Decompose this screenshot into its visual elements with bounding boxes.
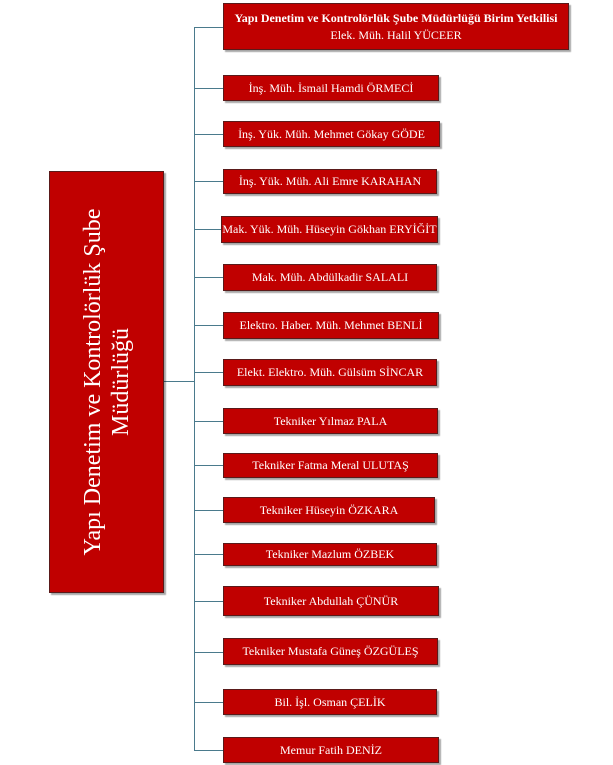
staff-box-4 bbox=[221, 216, 438, 243]
connector-staff-7 bbox=[194, 372, 223, 373]
main-unit-label: Yapı Denetim ve Kontrolörlük Şube Müdürlüğü bbox=[79, 208, 134, 556]
staff-name: Elekt. Elektro. Müh. Gülsüm SİNCAR bbox=[236, 365, 424, 379]
connector-staff-6 bbox=[194, 325, 223, 326]
staff-box-10 bbox=[223, 497, 435, 523]
connector-head bbox=[194, 27, 224, 28]
staff-box-13 bbox=[223, 638, 438, 665]
staff-name: Memur Fatih DENİZ bbox=[280, 742, 382, 757]
connector-spine bbox=[194, 27, 195, 750]
staff-box-6 bbox=[223, 312, 439, 339]
connector-staff-12 bbox=[194, 601, 223, 602]
connector-staff-4 bbox=[194, 229, 223, 230]
staff-box-2 bbox=[223, 121, 440, 147]
connector-staff-2 bbox=[194, 134, 223, 135]
staff-name: İnş. Yük. Müh. Mehmet Gökay GÖDE bbox=[238, 126, 425, 141]
staff-name: Tekniker Fatma Meral ULUTAŞ bbox=[252, 458, 409, 472]
staff-name: Elektro. Haber. Müh. Mehmet BENLİ bbox=[239, 318, 423, 332]
connector-staff-11 bbox=[194, 554, 223, 555]
staff-box-14 bbox=[223, 689, 437, 715]
staff-name: Tekniker Mustafa Güneş ÖZGÜLEŞ bbox=[242, 644, 419, 658]
connector-staff-13 bbox=[194, 652, 223, 653]
staff-name: Mak. Yük. Müh. Hüseyin Gökhan ERYİĞİT bbox=[222, 222, 437, 236]
connector-staff-8 bbox=[194, 421, 223, 422]
staff-box-1 bbox=[223, 75, 439, 101]
staff-name: Tekniker Yılmaz PALA bbox=[273, 413, 388, 428]
staff-box-5 bbox=[223, 264, 437, 291]
staff-box-11 bbox=[223, 543, 437, 566]
staff-name: Tekniker Hüseyin ÖZKARA bbox=[259, 502, 399, 517]
staff-name: Tekniker Mazlum ÖZBEK bbox=[265, 547, 395, 561]
unit-head-title: Yapı Denetim ve Kontrolörlük Şube Müdürlüğü Birim Yetkilisi bbox=[234, 10, 558, 25]
connector-staff-5 bbox=[194, 277, 223, 278]
connector-staff-15 bbox=[194, 750, 223, 751]
unit-head-box bbox=[223, 3, 569, 50]
staff-name: Mak. Müh. Abdülkadir SALALI bbox=[251, 270, 409, 284]
connector-staff-1 bbox=[194, 88, 223, 89]
staff-name: İnş. Yük. Müh. Ali Emre KARAHAN bbox=[238, 174, 422, 188]
connector-staff-3 bbox=[194, 181, 223, 182]
staff-box-15 bbox=[223, 737, 439, 763]
connector-staff-14 bbox=[194, 702, 223, 703]
connector-main bbox=[164, 381, 195, 382]
staff-name: Tekniker Abdullah ÇÜNÜR bbox=[263, 593, 399, 608]
staff-name: İnş. Müh. İsmail Hamdi ÖRMECİ bbox=[248, 80, 414, 95]
staff-box-3 bbox=[223, 169, 437, 194]
staff-name: Bil. İşl. Osman ÇELİK bbox=[274, 694, 386, 709]
main-unit-box bbox=[49, 171, 164, 593]
staff-box-7 bbox=[223, 359, 437, 386]
unit-head-name: Elek. Müh. Halil YÜCEER bbox=[330, 27, 462, 42]
connector-staff-10 bbox=[194, 510, 223, 511]
connector-staff-9 bbox=[194, 465, 223, 466]
staff-box-9 bbox=[223, 453, 438, 478]
staff-box-8 bbox=[223, 408, 438, 434]
staff-box-12 bbox=[223, 586, 439, 616]
